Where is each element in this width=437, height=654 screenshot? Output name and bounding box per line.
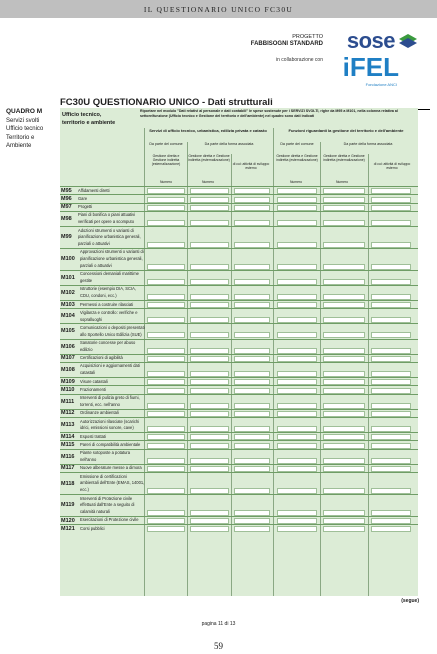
row-code: M109 <box>61 378 75 385</box>
table-row <box>60 226 418 248</box>
row-code: M116 <box>61 453 75 460</box>
row-code: M112 <box>61 410 75 417</box>
row-description-line: effettuati dall'Ente a seguito di <box>80 502 135 508</box>
row-code: M105 <box>61 328 75 335</box>
table-row <box>60 377 418 385</box>
row-code: M99 <box>61 234 72 241</box>
row-description <box>78 228 146 248</box>
row-code: M120 <box>61 517 75 524</box>
row-code: M104 <box>61 313 75 320</box>
column-header-a: Gestione diretta e Gestione indiretta (esternalizzazione) <box>151 154 181 167</box>
row-description-line: Vigilanza e controllo: verifiche e <box>80 309 138 315</box>
table-row <box>60 409 418 417</box>
row-description-line: parziali o attuativi <box>78 241 110 247</box>
row-description-line: Emissione di certificazioni <box>80 473 127 479</box>
row-description <box>80 419 148 433</box>
row-code: M108 <box>61 366 75 373</box>
row-description-line: Affidamenti diretti <box>78 187 110 193</box>
row-description-line: Approvazioni strumenti o varianti di <box>80 249 144 255</box>
group-header-2: Funzioni riguardanti la gestione del territorio e dell'ambiente <box>288 128 404 133</box>
row-code: M100 <box>61 256 75 263</box>
row-code: M115 <box>61 442 75 449</box>
group-header-1: Servizi di ufficio tecnico, urbanistica, edilizia privata e catasto <box>149 128 267 133</box>
row-description <box>80 517 148 524</box>
row-description-line: verificati per opere a scomputo <box>78 219 134 225</box>
row-description-line: edilizio <box>80 346 93 352</box>
unit-label: Numero <box>289 180 303 184</box>
section-label <box>62 111 134 127</box>
row-code: M119 <box>61 502 75 509</box>
row-description-line: Acquisizioni e aggiornamenti dati <box>80 363 140 369</box>
row-description-line: torrenti, ecc. nell'anno <box>80 401 120 407</box>
number-input[interactable] <box>277 526 317 532</box>
row-description-line: gestite <box>80 278 93 284</box>
row-code: M106 <box>61 343 75 350</box>
column-header-f: di cui: attività di sviluppo esterno <box>373 162 411 171</box>
row-code: M110 <box>61 386 75 393</box>
table-row <box>60 440 418 448</box>
row-description-line: Esercitazioni di Protezione civile <box>80 517 139 523</box>
row-description-line: Ordinanze ambientali <box>80 410 119 416</box>
quadro-line: Ufficio tecnico <box>6 126 44 132</box>
section-label-line1: Ufficio tecnico, <box>62 112 102 118</box>
row-description-line: ecc.) <box>80 487 89 493</box>
row-code: M111 <box>61 398 75 405</box>
number-input[interactable] <box>323 526 365 532</box>
row-description-line: idrici, emissioni sonore, cave) <box>80 425 134 431</box>
quadro-line: Territorio e <box>6 134 35 141</box>
table-row <box>60 354 418 362</box>
row-description <box>80 379 148 386</box>
number-input[interactable] <box>190 526 229 532</box>
row-code: M102 <box>61 289 75 296</box>
row-description-line: Permessi a costruire rilasciati <box>80 301 134 307</box>
sub-header-3: Da parte del comune <box>280 142 314 146</box>
table-row <box>60 464 418 472</box>
row-description-line: parziali o attuativi <box>80 262 112 268</box>
number-input[interactable] <box>147 526 185 532</box>
table-row <box>60 524 418 532</box>
row-description <box>80 450 148 464</box>
row-description-line: Progetti <box>78 204 93 210</box>
row-description-line: Comunicazioni o depositi presentati <box>80 324 145 330</box>
page-number: 59 <box>214 641 223 651</box>
row-description-line: allo Sportello Unico Edilizia (SUE) <box>80 331 142 337</box>
table-row <box>60 432 418 440</box>
row-description <box>80 286 148 300</box>
row-description-line: Pareri di compatibilità ambientale <box>80 441 141 447</box>
ifel-logo: iFEL <box>342 52 399 82</box>
row-description <box>80 465 148 472</box>
table-row <box>60 194 418 202</box>
sub-header-4: Da parte della forma associata <box>343 142 393 146</box>
page-title: FC30U QUESTIONARIO UNICO - Dati strutturali <box>60 97 430 110</box>
row-description-line: sopralluoghi <box>80 316 103 322</box>
row-code: M96 <box>61 195 72 202</box>
row-code: M97 <box>61 204 72 211</box>
row-description <box>80 434 148 441</box>
row-description <box>80 355 148 362</box>
progetto-label <box>251 34 323 48</box>
table-row <box>60 323 418 338</box>
logo-area <box>199 28 419 94</box>
row-description <box>78 204 146 211</box>
quadro-code: QUADRO M <box>6 108 43 115</box>
row-code: M95 <box>61 187 72 194</box>
table-row <box>60 362 418 377</box>
row-description <box>80 526 148 533</box>
row-description-line: ambientali dell'Ente (EMAS, 14001, <box>80 480 145 486</box>
quadro-line: Servizi svolti <box>6 117 40 124</box>
table-row <box>60 300 418 308</box>
row-description-line: Certificazioni di agibilità <box>80 355 123 361</box>
row-description <box>80 363 148 377</box>
row-code: M121 <box>61 525 75 532</box>
sose-logo: sose <box>346 28 395 53</box>
section-note: Riportare nel modulo "Dati relativi al personale e dati contabili" le spese sostenute per i SERVIZI SVOLTI, righe da M95 a M101, nella colonna relativa al settore/funzione (Ufficio tecnico e Gestione del territorio e dell'ambiente) nel quadro sono dati indicati <box>140 109 398 118</box>
unit-label: Numero <box>335 180 349 184</box>
row-description <box>80 249 148 269</box>
row-description <box>80 395 148 409</box>
row-description <box>80 340 148 354</box>
row-description-line: Gare <box>78 195 88 201</box>
table-row <box>60 417 418 432</box>
unit-label: Numero <box>201 180 215 184</box>
table-row <box>60 385 418 393</box>
row-description-line: Concessioni demaniali marittime <box>80 271 139 277</box>
quadro-line: Ambiente <box>6 143 32 149</box>
row-code: M98 <box>61 215 72 222</box>
row-description-line: Nuove alberature messe a dimora <box>80 465 142 471</box>
sose-diamond-icon <box>399 34 417 48</box>
row-description-line: Interventi di pulizia greto di fiumi, <box>80 395 140 401</box>
form-table <box>60 108 418 596</box>
row-code: M113 <box>61 422 75 429</box>
row-code: M114 <box>61 433 75 440</box>
row-description-line: pianificazione urbanistica generali, <box>80 256 143 262</box>
row-description-line: Visure catastali <box>80 378 108 384</box>
row-description-line: Piani di bonifica o piani attuativi <box>78 212 136 218</box>
row-code: M107 <box>61 355 75 362</box>
row-description-line: calamità naturali <box>80 509 110 515</box>
row-code: M117 <box>61 465 75 472</box>
table-row <box>60 494 418 516</box>
page-header: IL QUESTIONARIO UNICO FC30U <box>0 0 437 18</box>
row-description <box>80 271 148 285</box>
number-input[interactable] <box>371 526 411 532</box>
row-description <box>78 196 146 203</box>
row-description-line: Corsi pubblici <box>80 525 105 531</box>
table-row <box>60 339 418 354</box>
row-description-line: Frazionamenti <box>80 386 106 392</box>
progetto-line2: FABBISOGNI STANDARD <box>250 41 323 47</box>
row-code: M118 <box>61 480 75 487</box>
table-row <box>60 472 418 494</box>
sub-header-1: Da parte del comune <box>149 142 183 146</box>
row-code: M101 <box>61 274 75 281</box>
section-label-line2: territorio e ambiente <box>62 120 116 126</box>
table-row <box>60 211 418 226</box>
row-description-line: Esposti trattati <box>80 433 106 439</box>
row-description <box>80 410 148 417</box>
page-counter: pagina 11 di 13 <box>201 621 236 627</box>
table-row <box>60 285 418 300</box>
sub-header-2: Da parte della forma associata <box>204 142 254 146</box>
row-description-line: catastali <box>80 370 96 376</box>
row-description-line: Sanatorie concesse per abuso <box>80 340 136 345</box>
number-input[interactable] <box>234 526 270 532</box>
table-row <box>60 516 418 524</box>
unit-label: Numero <box>159 180 173 184</box>
row-description-line: Adozioni strumenti o varianti di <box>78 227 134 233</box>
column-header-e: Gestione diretta e Gestione indiretta (esternalizzazione) <box>323 154 365 163</box>
column-header-d: Gestione diretta e Gestione indiretta (esternalizzazione) <box>276 154 318 163</box>
row-description <box>78 212 146 226</box>
segue-label: (segue) <box>401 598 419 604</box>
table-row <box>60 394 418 409</box>
table-row <box>60 203 418 211</box>
table-row <box>60 308 418 323</box>
row-code: M103 <box>61 301 75 308</box>
row-description <box>80 302 148 309</box>
row-description-line: Interventi di Protezione civile <box>80 495 133 501</box>
table-row <box>60 248 418 270</box>
table-row <box>60 186 418 194</box>
row-description <box>80 387 148 394</box>
column-header-b: Gestione diretta e Gestione indiretta (esternalizzazione) <box>188 154 230 163</box>
row-description-line: pianificazione urbanistica generali, <box>78 234 141 240</box>
quadro-label <box>6 108 58 151</box>
row-description <box>80 310 148 324</box>
row-description <box>80 496 148 516</box>
row-description-line: nell'anno <box>80 456 97 462</box>
row-description <box>78 188 146 195</box>
column-header-c: di cui: attività di sviluppo esterno <box>232 162 270 171</box>
row-description <box>80 325 148 339</box>
progetto-line1: PROGETTO <box>292 34 323 40</box>
row-description-line: Piante sotoposte a potatura <box>80 450 131 456</box>
row-description-line: Istruttorie (esempio DIA, SCIA, <box>80 286 136 292</box>
row-description-line: CDU, condoni, ecc.) <box>80 293 117 299</box>
row-description-line: Autorizzazioni rilasciate (scarichi <box>80 418 140 424</box>
ifel-subtitle: Fondazione ANCI <box>365 82 397 87</box>
table-row <box>60 449 418 464</box>
collaboration-text: in collaborazione con <box>276 57 323 63</box>
row-description <box>80 474 148 494</box>
row-description <box>80 442 148 449</box>
table-row <box>60 270 418 285</box>
